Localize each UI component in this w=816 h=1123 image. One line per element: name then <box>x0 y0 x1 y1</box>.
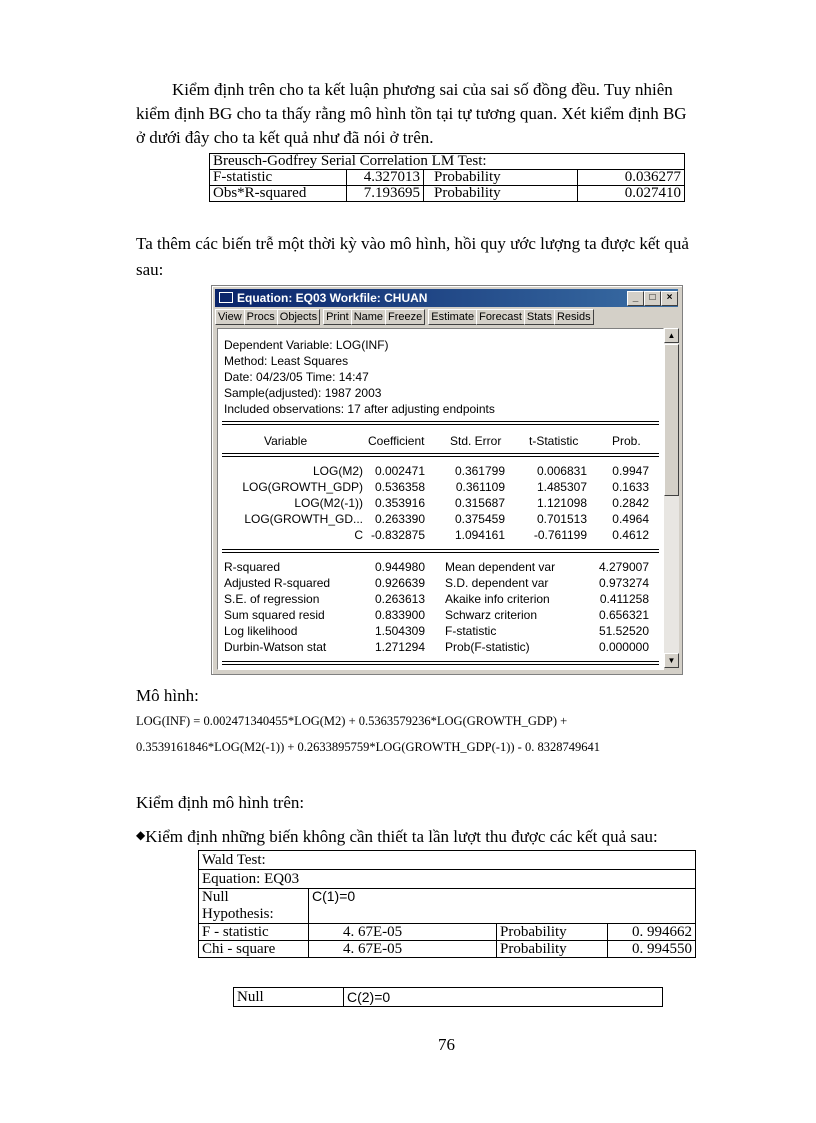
row-coef: 0.536358 <box>374 480 425 494</box>
model-heading: Mô hình: <box>136 686 199 705</box>
view-button[interactable]: View <box>215 309 245 325</box>
equation-line2: 0.3539161846*LOG(M2(-1)) + 0.2633895759*LOG(GROWTH_GDP(-1)) - 0. 8328749641 <box>136 740 600 754</box>
minimize-button[interactable]: _ <box>627 291 644 306</box>
row-t: 1.121098 <box>536 496 587 510</box>
col-std-error: Std. Error <box>450 434 502 448</box>
stat-value: 0.926639 <box>374 576 425 590</box>
name-button[interactable]: Name <box>351 309 386 325</box>
procs-button[interactable]: Procs <box>244 309 278 325</box>
row-coef: 0.353916 <box>374 496 425 510</box>
stat-value: 0.411258 <box>599 592 649 606</box>
vertical-scrollbar[interactable] <box>664 328 679 668</box>
row-t: 0.701513 <box>536 512 587 526</box>
row-se: 0.315687 <box>454 496 505 510</box>
stat-value: 0.263613 <box>374 592 425 606</box>
row-var: LOG(M2) <box>312 464 363 478</box>
wald-row-label: F - statistic <box>199 924 309 941</box>
stat-label: S.D. dependent var <box>445 576 549 590</box>
stat-label: Durbin-Watson stat <box>224 640 327 654</box>
row-var: C <box>354 528 363 542</box>
sample: Sample(adjusted): 1987 2003 <box>224 386 382 400</box>
col-prob: Prob. <box>612 434 641 448</box>
wald-test-table <box>198 850 696 958</box>
freeze-button[interactable]: Freeze <box>385 309 425 325</box>
dependent-variable: Dependent Variable: LOG(INF) <box>224 338 389 352</box>
method: Method: Least Squares <box>224 354 349 368</box>
row-p: 0.9947 <box>612 464 649 478</box>
col-variable: Variable <box>264 434 308 448</box>
diamond-bullet-icon: ◆ <box>136 828 146 842</box>
bg-row-prob-label: Probability <box>424 170 578 186</box>
wald-row-prob: 0. 994662 <box>608 924 696 941</box>
stat-label: Schwarz criterion <box>445 608 538 622</box>
stat-value: 0.656321 <box>598 608 649 622</box>
wald2-null-value: C(2)=0 <box>344 988 663 1007</box>
bullet-text: Kiểm định những biến không cần thiết ta lần lượt thu được các kết quả sau: <box>145 827 658 846</box>
stat-value: 4.279007 <box>598 560 649 574</box>
wald-null-value: C(1)=0 <box>309 889 696 924</box>
observations: Included observations: 17 after adjusting endpoints <box>224 402 495 416</box>
separator <box>222 661 659 665</box>
maximize-button[interactable]: □ <box>644 291 661 306</box>
col-t-statistic: t-Statistic <box>529 434 579 448</box>
stat-label: R-squared <box>224 560 281 574</box>
wald-row-prob: 0. 994550 <box>608 941 696 958</box>
wald-null-label <box>199 889 309 924</box>
wald-row-value: 4. 67E-05 <box>309 941 497 958</box>
row-p: 0.2842 <box>612 496 649 510</box>
separator <box>222 421 659 425</box>
bg-row-value: 4.327013 <box>347 170 424 186</box>
window-app-icon <box>219 292 233 303</box>
row-p: 0.4964 <box>612 512 649 526</box>
scroll-down-icon[interactable]: ▼ <box>664 653 679 668</box>
stat-value: 0.973274 <box>598 576 649 590</box>
separator <box>222 549 659 553</box>
row-coef: 0.002471 <box>374 464 425 478</box>
print-button[interactable]: Print <box>323 309 352 325</box>
scroll-thumb[interactable] <box>664 344 679 496</box>
wald-title: Wald Test: <box>199 851 696 870</box>
stat-label: Akaike info criterion <box>445 592 550 606</box>
equation-window <box>211 285 683 675</box>
forecast-button[interactable]: Forecast <box>476 309 525 325</box>
para1-line1: Kiểm định trên cho ta kết luận phương sai của sai số đồng đều. Tuy nhiên <box>172 80 673 99</box>
equation-output <box>217 328 664 670</box>
row-var: LOG(GROWTH_GDP) <box>242 480 363 494</box>
bg-test-table <box>209 153 685 202</box>
wald-row-value: 4. 67E-05 <box>309 924 497 941</box>
wald-row-prob-label: Probability <box>497 924 608 941</box>
wald2-null-label: Null <box>234 988 344 1007</box>
row-se: 0.375459 <box>454 512 505 526</box>
row-se: 0.361799 <box>454 464 505 478</box>
bg-row-prob: 0.036277 <box>578 170 685 186</box>
para2-line1: Ta thêm các biến trễ một thời kỳ vào mô hình, hồi quy ước lượng ta được kết quả <box>136 234 689 253</box>
para1-line3: ở dưới đây cho ta kết quả như đã nói ở trên. <box>136 128 434 147</box>
scroll-up-icon[interactable]: ▲ <box>664 328 679 343</box>
stat-value: 1.271294 <box>374 640 425 654</box>
row-coef: -0.832875 <box>370 528 425 542</box>
bg-row-label: F-statistic <box>210 170 347 186</box>
row-se: 0.361109 <box>455 480 505 494</box>
test-heading: Kiểm định mô hình trên: <box>136 793 305 812</box>
resids-button[interactable]: Resids <box>554 309 594 325</box>
stats-button[interactable]: Stats <box>524 309 555 325</box>
stat-label: Log likelihood <box>224 624 298 638</box>
wald-test-2-table <box>233 987 663 1007</box>
row-se: 1.094161 <box>454 528 505 542</box>
stat-label: Adjusted R-squared <box>224 576 331 590</box>
row-var: LOG(GROWTH_GD... <box>244 512 363 526</box>
estimate-button[interactable]: Estimate <box>428 309 477 325</box>
bg-row-value: 7.193695 <box>347 186 424 202</box>
bg-row-prob-label: Probability <box>424 186 578 202</box>
row-coef: 0.263390 <box>374 512 425 526</box>
bg-test-title: Breusch-Godfrey Serial Correlation LM Test: <box>210 154 685 170</box>
col-coefficient: Coefficient <box>368 434 425 448</box>
row-var: LOG(M2(-1)) <box>294 496 363 510</box>
stat-label: Prob(F-statistic) <box>445 640 530 654</box>
objects-button[interactable]: Objects <box>277 309 320 325</box>
para1-line2: kiểm định BG cho ta thấy rằng mô hình tồn tại tự tương quan. Xét kiểm định BG <box>136 104 687 123</box>
wald-equation: Equation: EQ03 <box>199 870 696 889</box>
row-p: 0.1633 <box>612 480 649 494</box>
row-t: -0.761199 <box>533 528 587 542</box>
close-button[interactable]: × <box>661 291 678 306</box>
para2-line2: sau: <box>136 260 164 279</box>
stat-label: S.E. of regression <box>224 592 320 606</box>
row-t: 0.006831 <box>536 464 587 478</box>
stat-label: Mean dependent var <box>445 560 556 574</box>
equation-line1: LOG(INF) = 0.002471340455*LOG(M2) + 0.5363579236*LOG(GROWTH_GDP) + <box>136 714 568 728</box>
window-toolbar <box>215 309 593 326</box>
separator <box>222 453 659 457</box>
stat-value: 51.52520 <box>598 624 649 638</box>
wald-null-label-1: Null <box>202 889 229 905</box>
stat-value: 1.504309 <box>374 624 425 638</box>
row-t: 1.485307 <box>536 480 587 494</box>
date-time: Date: 04/23/05 Time: 14:47 <box>224 370 369 384</box>
window-titlebar[interactable] <box>215 289 678 307</box>
wald-row-prob-label: Probability <box>497 941 608 958</box>
row-p: 0.4612 <box>612 528 649 542</box>
bg-row-label: Obs*R-squared <box>210 186 347 202</box>
window-title: Equation: EQ03 Workfile: CHUAN <box>237 291 428 305</box>
page-number: 76 <box>438 1035 455 1054</box>
stat-value: 0.000000 <box>598 640 649 654</box>
bullet-line <box>136 823 658 849</box>
stat-label: Sum squared resid <box>224 608 325 622</box>
wald-row-label: Chi - square <box>199 941 309 958</box>
stat-label: F-statistic <box>445 624 497 638</box>
wald-null-label-2: Hypothesis: <box>202 906 274 922</box>
stat-value: 0.944980 <box>374 560 425 574</box>
stat-value: 0.833900 <box>374 608 425 622</box>
bg-row-prob: 0.027410 <box>578 186 685 202</box>
